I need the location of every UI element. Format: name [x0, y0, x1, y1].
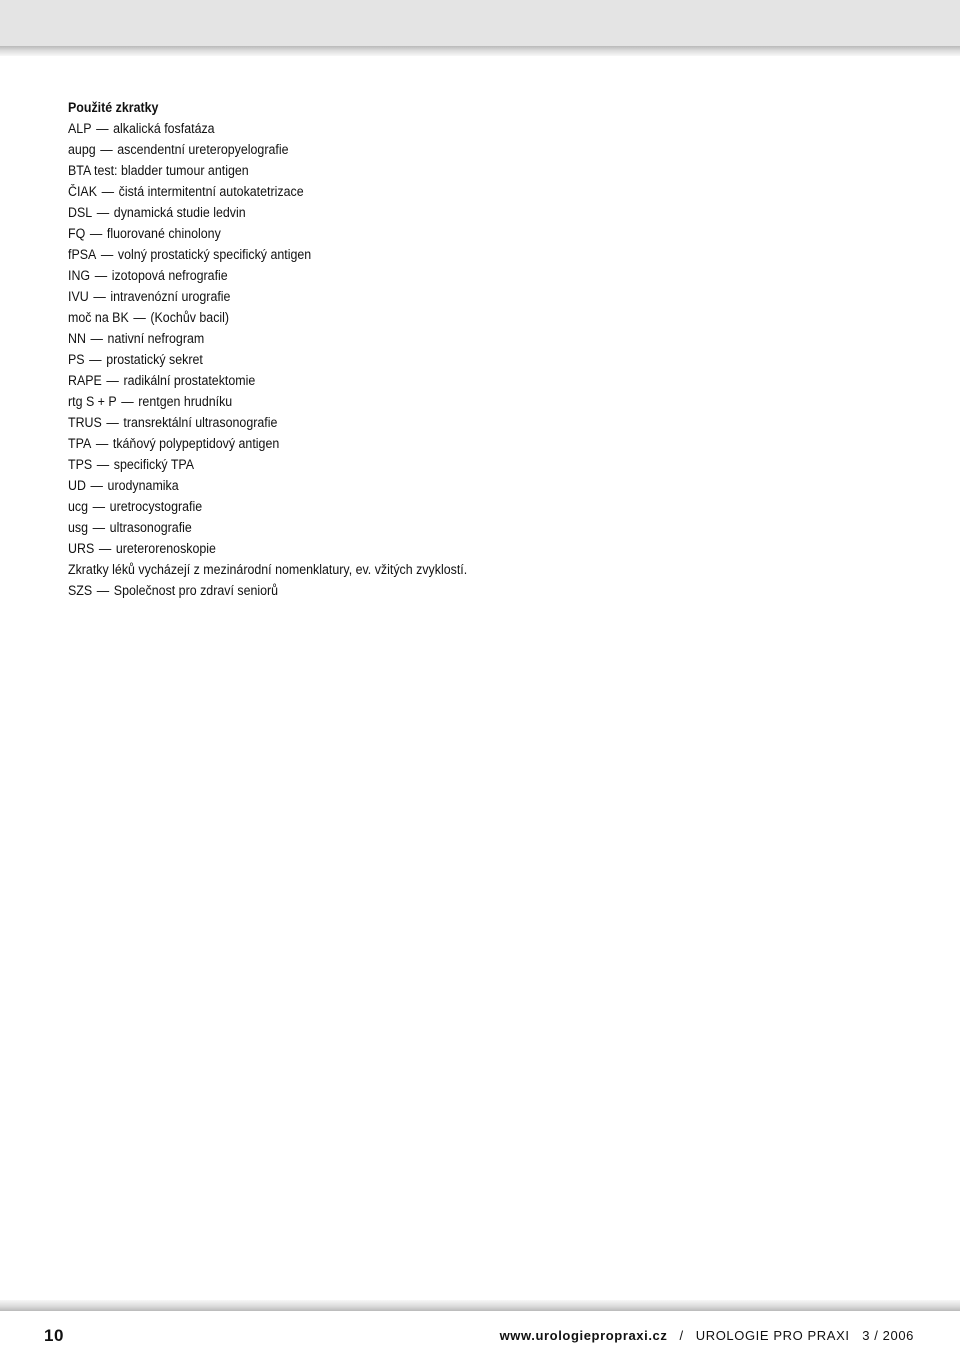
abbreviation-dash: — [101, 184, 115, 199]
abbreviation-meaning: (Kochův bacil) [150, 310, 230, 325]
abbreviation-term: TPS [68, 457, 93, 472]
abbreviation-item [68, 391, 822, 412]
abbreviation-item [68, 181, 822, 202]
abbreviation-dash: — [93, 289, 106, 304]
abbreviation-term: FQ [68, 226, 86, 241]
abbreviation-term: TRUS [68, 415, 102, 430]
abbreviation-dash: — [92, 499, 106, 514]
abbreviation-dash: — [90, 478, 103, 493]
abbreviation-meaning: radikální prostatektomie [123, 373, 256, 388]
abbreviation-item [68, 412, 822, 433]
abbreviation-dash: — [133, 310, 146, 325]
abbreviation-meaning: specifický TPA [113, 457, 195, 472]
abbreviation-dash: — [121, 394, 134, 409]
abbreviation-meaning: nativní nefrogram [107, 331, 205, 346]
header-bar-shadow [0, 46, 960, 56]
abbreviation-dash: — [100, 247, 114, 262]
abbreviation-item [68, 286, 822, 307]
abbreviation-item [68, 139, 822, 160]
abbreviation-term: fPSA [68, 247, 97, 262]
abbreviation-meaning: intravenózní urografie [110, 289, 231, 304]
abbreviation-item [68, 370, 822, 391]
abbreviation-dash: — [96, 205, 110, 220]
abbreviation-dash: — [106, 415, 119, 430]
abbreviation-term: NN [68, 331, 86, 346]
footer-bar-shadow [0, 1300, 960, 1311]
abbreviation-term: Zkratky léků vycházejí z mezinárodní nomenklatury, ev. vžitých zvyklostí. [68, 562, 468, 577]
abbreviation-item [68, 160, 822, 181]
abbreviation-item [68, 475, 822, 496]
abbreviation-term: ucg [68, 499, 89, 514]
abbreviation-meaning: izotopová nefrografie [111, 268, 228, 283]
abbreviation-item [68, 538, 822, 559]
abbreviation-meaning: ultrasonografie [109, 520, 192, 535]
abbreviation-meaning: fluorované chinolony [106, 226, 221, 241]
footer-info [500, 1328, 914, 1344]
abbreviation-dash: — [89, 226, 103, 241]
abbreviations-section [68, 97, 888, 601]
abbreviation-meaning: urodynamika [107, 478, 179, 493]
abbreviation-term: ALP [68, 121, 92, 136]
abbreviation-item [68, 328, 822, 349]
abbreviation-term: PS [68, 352, 85, 367]
abbreviation-item [68, 244, 822, 265]
abbreviation-term: URS [68, 541, 95, 556]
abbreviation-term: aupg [68, 142, 96, 157]
abbreviation-dash: — [100, 142, 113, 157]
abbreviation-meaning: rentgen hrudníku [138, 394, 233, 409]
abbreviation-term: IVU [68, 289, 89, 304]
abbreviation-dash: — [96, 121, 109, 136]
abbreviation-item [68, 202, 822, 223]
header-bar [0, 0, 960, 46]
abbreviation-meaning: uretrocystografie [109, 499, 203, 514]
abbreviation-meaning: transrektální ultrasonografie [123, 415, 278, 430]
abbreviation-dash: — [89, 352, 102, 367]
journal-url[interactable]: www.urologiepropraxi.cz [499, 1328, 668, 1343]
abbreviation-dash: — [95, 436, 109, 451]
abbreviation-dash: — [96, 457, 110, 472]
abbreviation-item [68, 454, 822, 475]
abbreviation-meaning: alkalická fosfatáza [113, 121, 215, 136]
abbreviation-item [68, 559, 822, 580]
abbreviation-meaning: prostatický sekret [106, 352, 203, 367]
abbreviation-term: ING [68, 268, 91, 283]
abbreviation-term: moč na BK [68, 310, 129, 325]
abbreviation-term: BTA test: [68, 163, 118, 178]
abbreviation-meaning: čistá intermitentní autokatetrizace [118, 184, 304, 199]
abbreviation-term: usg [68, 520, 89, 535]
abbreviation-item [68, 496, 822, 517]
abbreviation-item [68, 223, 822, 244]
abbreviation-item [68, 265, 822, 286]
footer-separator: / [679, 1328, 684, 1343]
journal-issue: 3 / 2006 [862, 1328, 914, 1343]
abbreviation-meaning: dynamická studie ledvin [113, 205, 246, 220]
abbreviation-term: rtg S + P [68, 394, 117, 409]
abbreviation-list [68, 118, 888, 601]
abbreviation-term: UD [68, 478, 86, 493]
abbreviation-meaning: ureterorenoskopie [115, 541, 216, 556]
abbreviation-item [68, 307, 822, 328]
journal-name: UROLOGIE PRO PRAXI [695, 1328, 850, 1343]
abbreviation-dash: — [94, 268, 108, 283]
abbreviation-meaning: volný prostatický specifický antigen [117, 247, 312, 262]
abbreviation-item [68, 433, 822, 454]
abbreviation-dash: — [90, 331, 103, 346]
abbreviation-term: ČIAK [68, 184, 97, 199]
abbreviation-item [68, 118, 822, 139]
abbreviation-term: RAPE [68, 373, 102, 388]
abbreviation-meaning: ascendentní ureteropyelografie [117, 142, 289, 157]
abbreviation-dash: — [96, 583, 110, 598]
abbreviation-item [68, 580, 822, 601]
abbreviation-item [68, 349, 822, 370]
abbreviation-dash: — [92, 520, 106, 535]
abbreviation-meaning: Společnost pro zdraví seniorů [113, 583, 279, 598]
abbreviation-dash: — [98, 541, 112, 556]
abbreviation-meaning: tkáňový polypeptidový antigen [112, 436, 280, 451]
abbreviation-term: SZS [68, 583, 93, 598]
abbreviation-item [68, 517, 822, 538]
page-number: 10 [44, 1326, 64, 1345]
abbreviation-meaning: bladder tumour antigen [120, 163, 249, 178]
abbreviation-term: TPA [68, 436, 92, 451]
section-heading: Použité zkratky [68, 100, 159, 115]
abbreviation-dash: — [106, 373, 119, 388]
abbreviation-term: DSL [68, 205, 93, 220]
